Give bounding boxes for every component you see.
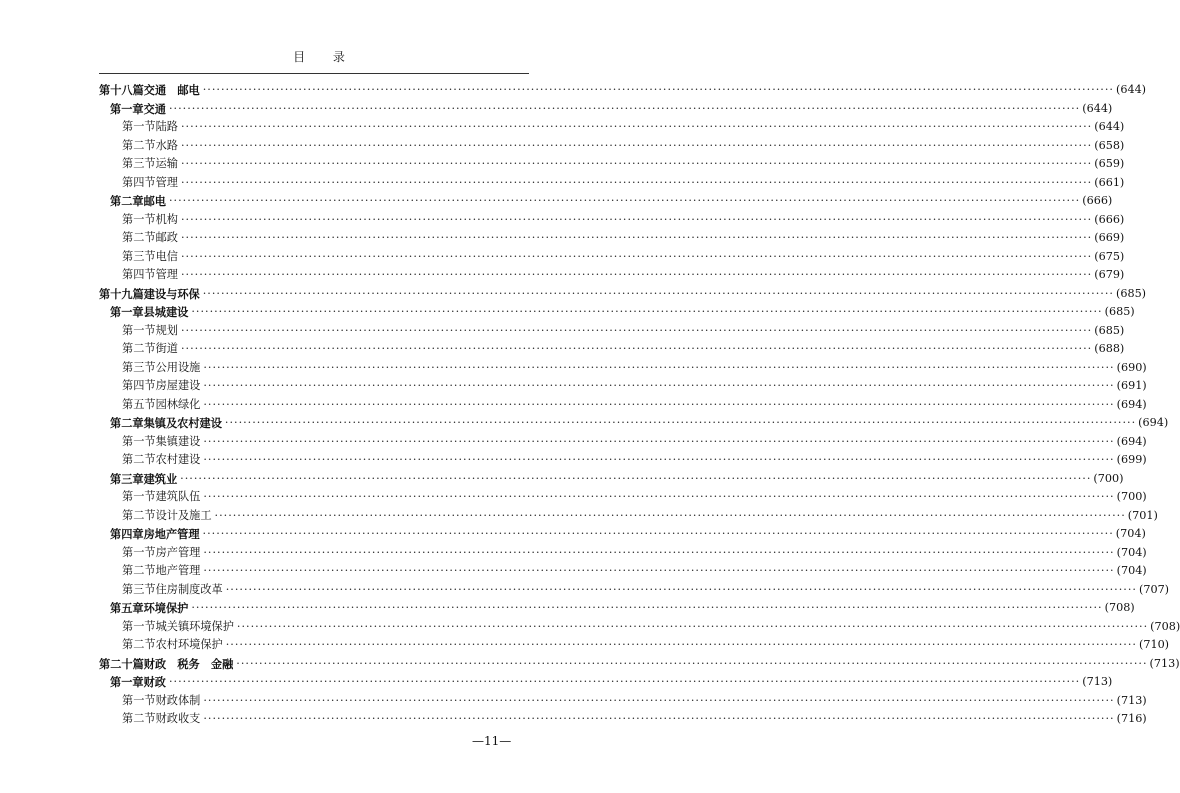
toc-entry-number: 第一节	[122, 545, 156, 559]
toc-entry-number: 第四节	[122, 379, 156, 392]
dot-leader: ········································································································································································································	[225, 582, 1137, 596]
toc-entry-title: 建设与环保	[143, 286, 200, 301]
toc-entry-page: (688)	[1094, 342, 1125, 355]
toc-entry-section[interactable]	[99, 507, 1158, 526]
toc-entry-section[interactable]	[99, 340, 1125, 359]
dot-leader: ········································································································································································································	[180, 471, 1092, 485]
dot-leader: ········································································································································································································	[224, 416, 1137, 429]
dot-leader: ········································································································································································································	[236, 619, 1149, 633]
toc-entry-title: 城关镇环境保护	[155, 619, 234, 633]
toc-entry-number: 第十九篇	[99, 286, 144, 301]
dot-leader: ········································································································································································································	[203, 712, 1115, 725]
dot-leader: ········································································································································································································	[236, 656, 1148, 670]
toc-entry-page: (685)	[1094, 323, 1125, 337]
toc-entry-title: 陆路	[155, 120, 178, 133]
toc-entry-title: 设计及施工	[155, 508, 212, 522]
toc-entry-page: (713)	[1149, 656, 1180, 670]
toc-entry-title: 交通 邮电	[143, 83, 200, 97]
toc-entry-title: 电信	[155, 249, 178, 263]
toc-entry-title: 房产管理	[155, 545, 201, 559]
toc-entry-number: 第十八篇	[99, 83, 144, 97]
toc-entry-section[interactable]	[99, 359, 1147, 378]
toc-entry-page: (704)	[1116, 564, 1147, 577]
toc-entry-page: (700)	[1093, 471, 1124, 485]
toc-entry-page: (691)	[1116, 379, 1147, 392]
toc-entry-page: (708)	[1104, 601, 1135, 614]
toc-entry-page: (704)	[1116, 545, 1147, 559]
toc-entry-number: 第二章	[110, 194, 144, 208]
toc-entry-title: 规划	[155, 323, 178, 337]
toc-entry-section[interactable]	[99, 636, 1170, 655]
dot-leader: ········································································································································································································	[180, 212, 1093, 226]
toc-entry-chapter[interactable]	[99, 192, 1113, 211]
toc-entry-number: 第一节	[122, 323, 156, 337]
toc-entry-number: 第三节	[122, 157, 156, 170]
toc-entry-number: 第三节	[122, 360, 156, 374]
dot-leader: ········································································································································································································	[180, 323, 1093, 337]
page-title-char-1: 目	[293, 50, 308, 64]
dot-leader: ········································································································································································································	[203, 564, 1115, 577]
toc-entry-section[interactable]	[99, 155, 1125, 174]
toc-entry-page: (704)	[1115, 527, 1146, 540]
toc-entry-title: 机构	[155, 212, 178, 226]
toc-entry-title: 房屋建设	[155, 379, 201, 392]
toc-entry-part[interactable]	[99, 285, 1147, 304]
toc-entry-title: 水路	[155, 138, 178, 152]
toc-entry-number: 第二节	[122, 453, 156, 466]
toc-entry-page: (690)	[1116, 360, 1147, 374]
toc-entry-title: 房地产管理	[143, 527, 200, 541]
dot-leader: ········································································································································································································	[202, 527, 1114, 540]
toc-entry-chapter[interactable]	[99, 100, 1113, 119]
toc-entry-number: 第一章	[110, 305, 144, 319]
toc-entry-title: 交通	[143, 101, 166, 116]
toc-entry-section[interactable]	[99, 211, 1125, 230]
toc-entry-page: (700)	[1116, 490, 1147, 503]
toc-entry-number: 第二节	[122, 342, 156, 355]
toc-entry-section[interactable]	[99, 248, 1125, 267]
toc-entry-title: 农村环境保护	[155, 638, 223, 651]
dot-leader: ········································································································································································································	[203, 397, 1115, 411]
toc-entry-page: (658)	[1094, 138, 1125, 152]
toc-entry-title: 集镇及农村建设	[143, 416, 222, 430]
toc-entry-title: 公用设施	[155, 360, 201, 374]
toc-entry-section[interactable]	[99, 581, 1170, 600]
toc-entry-page: (661)	[1094, 175, 1125, 189]
toc-entry-page: (669)	[1094, 231, 1125, 244]
toc-entry-number: 第二节	[122, 508, 156, 522]
toc-entry-section[interactable]	[99, 174, 1125, 193]
page-number: —11—	[472, 734, 512, 748]
toc-entry-section[interactable]	[99, 488, 1147, 507]
toc-entry-number: 第二节	[122, 138, 156, 152]
dot-leader: ········································································································································································································	[202, 286, 1114, 300]
toc-entry-number: 第一节	[122, 490, 156, 503]
toc-entry-title: 县城建设	[143, 305, 189, 319]
toc-entry-page: (679)	[1094, 268, 1125, 281]
toc-entry-page: (644)	[1082, 101, 1113, 115]
toc-entry-number: 第四章	[110, 527, 144, 541]
dot-leader: ········································································································································································································	[203, 545, 1115, 559]
dot-leader: ········································································································································································································	[202, 83, 1114, 96]
toc-entry-title: 管理	[155, 268, 178, 281]
page-title-char-2: 录	[332, 50, 347, 64]
dot-leader: ········································································································································································································	[203, 453, 1115, 466]
toc-entry-section[interactable]	[99, 451, 1147, 470]
dot-leader: ········································································································································································································	[180, 342, 1093, 355]
toc-entry-section[interactable]	[99, 229, 1125, 248]
dot-leader: ········································································································································································································	[180, 120, 1093, 133]
toc-entry-number: 第一章	[110, 101, 144, 116]
toc-entry-chapter[interactable]	[99, 414, 1169, 433]
toc-entry-number: 第一节	[122, 693, 156, 707]
toc-entry-number: 第五章	[110, 601, 144, 615]
toc-entry-number: 第三章	[110, 471, 144, 486]
toc-entry-page: (685)	[1104, 305, 1135, 318]
toc-entry-title: 环境保护	[143, 601, 189, 615]
toc-entry-section[interactable]	[99, 266, 1125, 285]
toc-entry-page: (710)	[1138, 638, 1170, 651]
toc-entry-number: 第一章	[110, 675, 144, 689]
toc-entry-number: 第二节	[122, 638, 156, 651]
table-of-contents	[99, 81, 1180, 729]
toc-entry-number: 第二十篇	[99, 656, 144, 671]
toc-entry-title: 财政体制	[155, 693, 201, 707]
dot-leader: ········································································································································································································	[203, 490, 1115, 503]
dot-leader: ········································································································································································································	[203, 693, 1115, 707]
toc-entry-section[interactable]	[99, 710, 1147, 729]
toc-entry-number: 第二节	[122, 712, 156, 725]
toc-entry-page: (694)	[1138, 416, 1169, 429]
toc-entry-chapter[interactable]	[99, 673, 1113, 692]
toc-entry-number: 第四节	[122, 268, 156, 281]
toc-entry-title: 街道	[155, 342, 178, 355]
toc-entry-page: (701)	[1127, 508, 1158, 522]
toc-entry-number: 第三节	[122, 249, 156, 263]
toc-entry-number: 第三节	[122, 582, 156, 596]
toc-entry-page: (666)	[1082, 194, 1113, 207]
toc-entry-number: 第一节	[122, 120, 156, 133]
toc-entry-title: 住房制度改革	[155, 582, 223, 596]
dot-leader: ········································································································································································································	[180, 157, 1093, 170]
toc-entry-title: 财政 税务 金融	[143, 656, 234, 671]
toc-entry-chapter[interactable]	[99, 525, 1146, 544]
toc-entry-page: (659)	[1094, 157, 1125, 170]
toc-entry-number: 第一节	[122, 212, 156, 226]
toc-entry-section[interactable]	[99, 137, 1125, 156]
toc-entry-section[interactable]	[99, 562, 1147, 581]
toc-entry-section[interactable]	[99, 544, 1147, 563]
dot-leader: ········································································································································································································	[168, 194, 1081, 207]
toc-entry-page: (644)	[1094, 120, 1125, 133]
dot-leader: ········································································································································································································	[225, 638, 1137, 651]
toc-entry-section[interactable]	[99, 433, 1147, 452]
dot-leader: ········································································································································································································	[191, 601, 1103, 614]
toc-entry-title: 农村建设	[155, 453, 201, 466]
toc-entry-title: 集镇建设	[155, 434, 201, 448]
toc-entry-section[interactable]	[99, 692, 1147, 711]
toc-entry-title: 园林绿化	[155, 397, 201, 411]
toc-entry-section[interactable]	[99, 618, 1180, 637]
toc-entry-page: (694)	[1116, 397, 1147, 411]
dot-leader: ········································································································································································································	[203, 434, 1115, 448]
dot-leader: ········································································································································································································	[168, 101, 1081, 115]
toc-entry-title: 运输	[155, 157, 178, 170]
toc-entry-title: 管理	[155, 175, 178, 189]
toc-entry-page: (644)	[1115, 83, 1147, 96]
toc-entry-section[interactable]	[99, 118, 1125, 137]
dot-leader: ········································································································································································································	[180, 231, 1093, 244]
toc-entry-number: 第二节	[122, 231, 156, 244]
header-rule	[99, 73, 529, 74]
toc-entry-section[interactable]	[99, 322, 1125, 341]
toc-entry-page: (713)	[1082, 675, 1113, 688]
dot-leader: ········································································································································································································	[214, 508, 1126, 522]
dot-leader: ········································································································································································································	[203, 379, 1115, 392]
dot-leader: ········································································································································································································	[180, 175, 1093, 189]
toc-entry-page: (675)	[1094, 249, 1125, 263]
toc-entry-title: 财政收支	[155, 712, 201, 725]
page-title	[0, 48, 640, 65]
toc-entry-number: 第一节	[122, 434, 156, 448]
toc-entry-section[interactable]	[99, 396, 1147, 415]
dot-leader: ········································································································································································································	[168, 675, 1081, 688]
dot-leader: ········································································································································································································	[203, 360, 1115, 374]
toc-entry-title: 邮政	[155, 231, 178, 244]
toc-entry-title: 地产管理	[155, 564, 201, 577]
toc-entry-title: 建筑队伍	[155, 490, 201, 503]
dot-leader: ········································································································································································································	[180, 249, 1093, 263]
toc-entry-part[interactable]	[99, 655, 1180, 674]
toc-entry-page: (707)	[1138, 582, 1170, 596]
toc-entry-page: (708)	[1150, 619, 1180, 633]
toc-entry-title: 邮电	[143, 194, 166, 208]
toc-entry-page: (716)	[1116, 712, 1147, 725]
toc-entry-number: 第四节	[122, 175, 156, 189]
toc-entry-section[interactable]	[99, 377, 1147, 396]
dot-leader: ········································································································································································································	[180, 268, 1093, 281]
toc-entry-page: (685)	[1115, 286, 1147, 300]
toc-entry-chapter[interactable]	[99, 470, 1124, 489]
toc-entry-chapter[interactable]	[99, 599, 1135, 618]
toc-entry-page: (694)	[1116, 434, 1147, 448]
toc-entry-number: 第二节	[122, 564, 156, 577]
toc-entry-page: (666)	[1094, 212, 1125, 226]
toc-entry-number: 第一节	[122, 619, 156, 633]
toc-entry-number: 第五节	[122, 397, 156, 411]
toc-entry-number: 第二章	[110, 416, 144, 430]
toc-entry-part[interactable]	[99, 81, 1147, 100]
toc-entry-page: (699)	[1116, 453, 1147, 466]
dot-leader: ········································································································································································································	[180, 138, 1093, 152]
toc-entry-title: 财政	[143, 675, 166, 689]
toc-entry-chapter[interactable]	[99, 303, 1135, 322]
toc-entry-page: (713)	[1116, 693, 1147, 707]
dot-leader: ········································································································································································································	[191, 305, 1103, 318]
toc-entry-title: 建筑业	[143, 471, 178, 486]
